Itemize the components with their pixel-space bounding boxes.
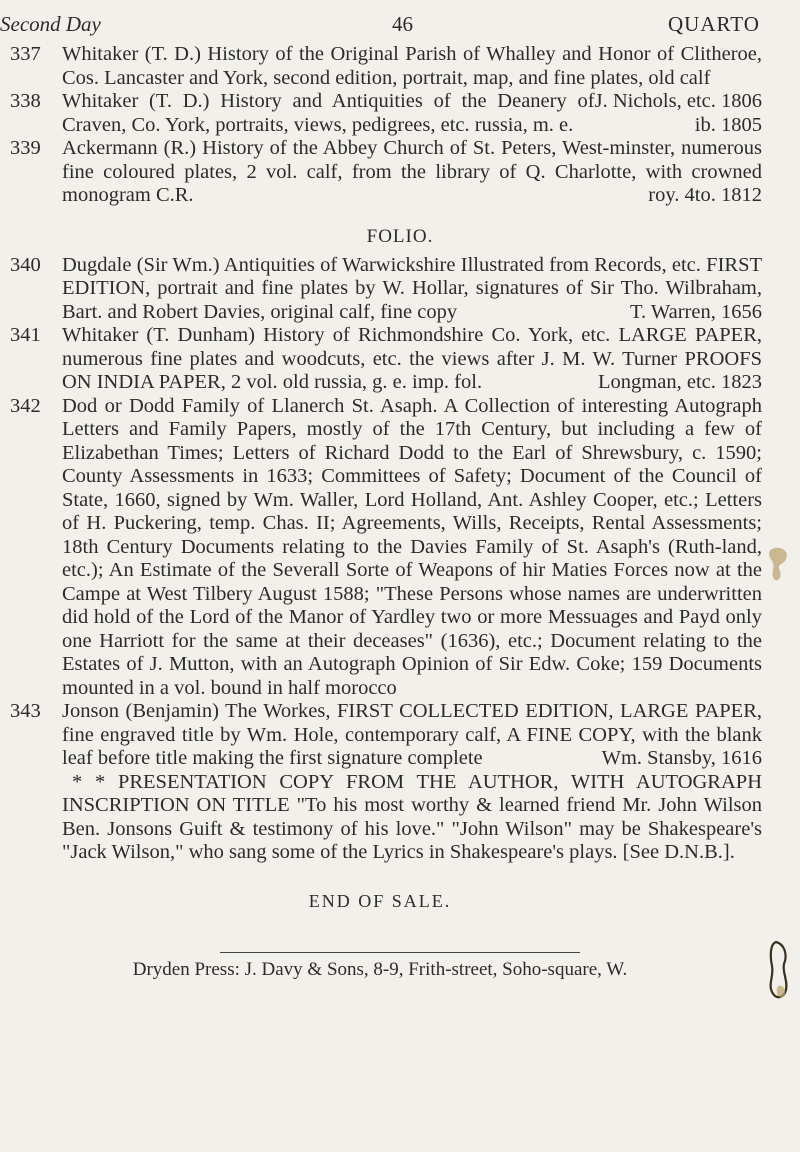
lot-entry [0,254,800,325]
page-number: 46 [392,12,413,36]
ink-stain-icon [766,940,794,1002]
lot-number: 338 [10,90,41,112]
day-label: Second Day [0,12,101,36]
lot-text: Jonson (Benjamin) The Workes, FIRST COLLECTED EDITION, LARGE PAPER, fine engraved title by Wm. Hole, contemporary calf, A FINE COPY, with the blank leaf before title making the first signature complete [62,700,762,769]
lot-number: 343 [10,700,41,722]
lot-imprint: J. Nichols, etc. 1806 [594,90,762,112]
lot-text: Whitaker (T. D.) History of the Original Parish of Whalley and Honor of Clitheroe, Cos. Lancaster and York, second edition, portrait, map, and fine plates, old calf [62,43,762,89]
presentation-note: * * PRESENTATION COPY FROM THE AUTHOR, WITH AUTOGRAPH INSCRIPTION ON TITLE "To his most worthy & learned friend Mr. John Wilson Ben. Jonsons Guift & testimony of his love." "John Wilson" may be Shakespeare's "Jack Wilson," who sang some of the Lyrics in Shakespeare's plays. [See D.N.B.]. [62,770,762,863]
lot-text: Ackermann (R.) History of the Abbey Church of St. Peters, West-minster, numerous fine coloured plates, 2 vol. calf, from the library of Q. Charlotte, with crowned monogram C.R. [62,137,762,206]
lot-text: Dod or Dodd Family of Llanerch St. Asaph. A Collection of interesting Autograph Letters and Family Papers, mostly of the 17th Century, but including a few of Elizabethan Times; Letters of Richard Dodd to the Earl of Shrewsbury, c. 1590; County Assessments in 1633; Committees of Safety; Document of the Council of State, 1660, signed by Wm. Waller, Lord Holland, Ant. Ashley Cooper, etc.; Letters of H. Puckering, temp. Chas. II; Agreements, Wills, Receipts, Rental Assessments; 18th Century Documents relating to the Davies Family of St. Asaph's (Ruth-land, etc.); An Estimate of the Severall Sorte of Weapons of hir Maties Forces now at the Campe at West Tilbery August 1588; "These Persons whose names are underwritten did hold of the Lord of the Manor of Yardley two or more Messuages and Payd only one Harriott for the same at their deceases" (1636), etc.; Document relating to the Estates of J. Mutton, with an Autograph Opinion of Sir Edw. Coke; 159 Documents mounted in a vol. bound in half morocco [62,394,762,699]
lot-entry [0,137,800,208]
lot-entry [0,700,800,771]
lot-entry [0,324,800,395]
lot-entry [0,90,800,137]
printer-imprint: Dryden Press: J. Davy & Sons, 8-9, Frith-street, Soho-square, W. [132,958,628,980]
section-title: FOLIO. [366,225,434,247]
lot-imprint: Longman, etc. 1823 [598,371,762,393]
page-header [0,6,800,40]
ink-stain-icon [766,545,794,587]
lot-number: 341 [10,324,41,346]
lot-imprint: ib. 1805 [694,113,762,136]
lot-list [0,43,800,981]
lot-imprint: T. Warren, 1656 [630,300,762,323]
lot-entry [0,395,800,701]
divider [220,952,580,953]
lot-imprint: roy. 4to. 1812 [648,184,762,206]
lot-imprint: Wm. Stansby, 1616 [601,747,762,769]
lot-number: 340 [10,253,41,276]
end-of-sale: END OF SALE. [308,890,452,911]
lot-text: Dugdale (Sir Wm.) Antiquities of Warwickshire Illustrated from Records, etc. FIRST EDITION, portrait and fine plates by W. Hollar, signatures of Sir Tho. Wilbraham, Bart. and Robert Davies, original calf, fine copy [62,253,762,323]
lot-text: Whitaker (T. D.) History and Antiquities of the Deanery of Craven, Co. York, portraits, views, pedigrees, etc. russia, m. e. [62,90,595,136]
lot-note [0,771,800,865]
lot-number: 339 [10,137,41,159]
format-label: QUARTO [668,12,760,36]
lot-number: 342 [10,394,41,417]
lot-number: 337 [10,43,41,65]
lot-text: Whitaker (T. Dunham) History of Richmondshire Co. York, etc. LARGE PAPER, numerous fine plates and woodcuts, etc. the views after J. M. W. Turner PROOFS ON INDIA PAPER, 2 vol. old russia, g. e. imp. fol. [62,324,762,393]
